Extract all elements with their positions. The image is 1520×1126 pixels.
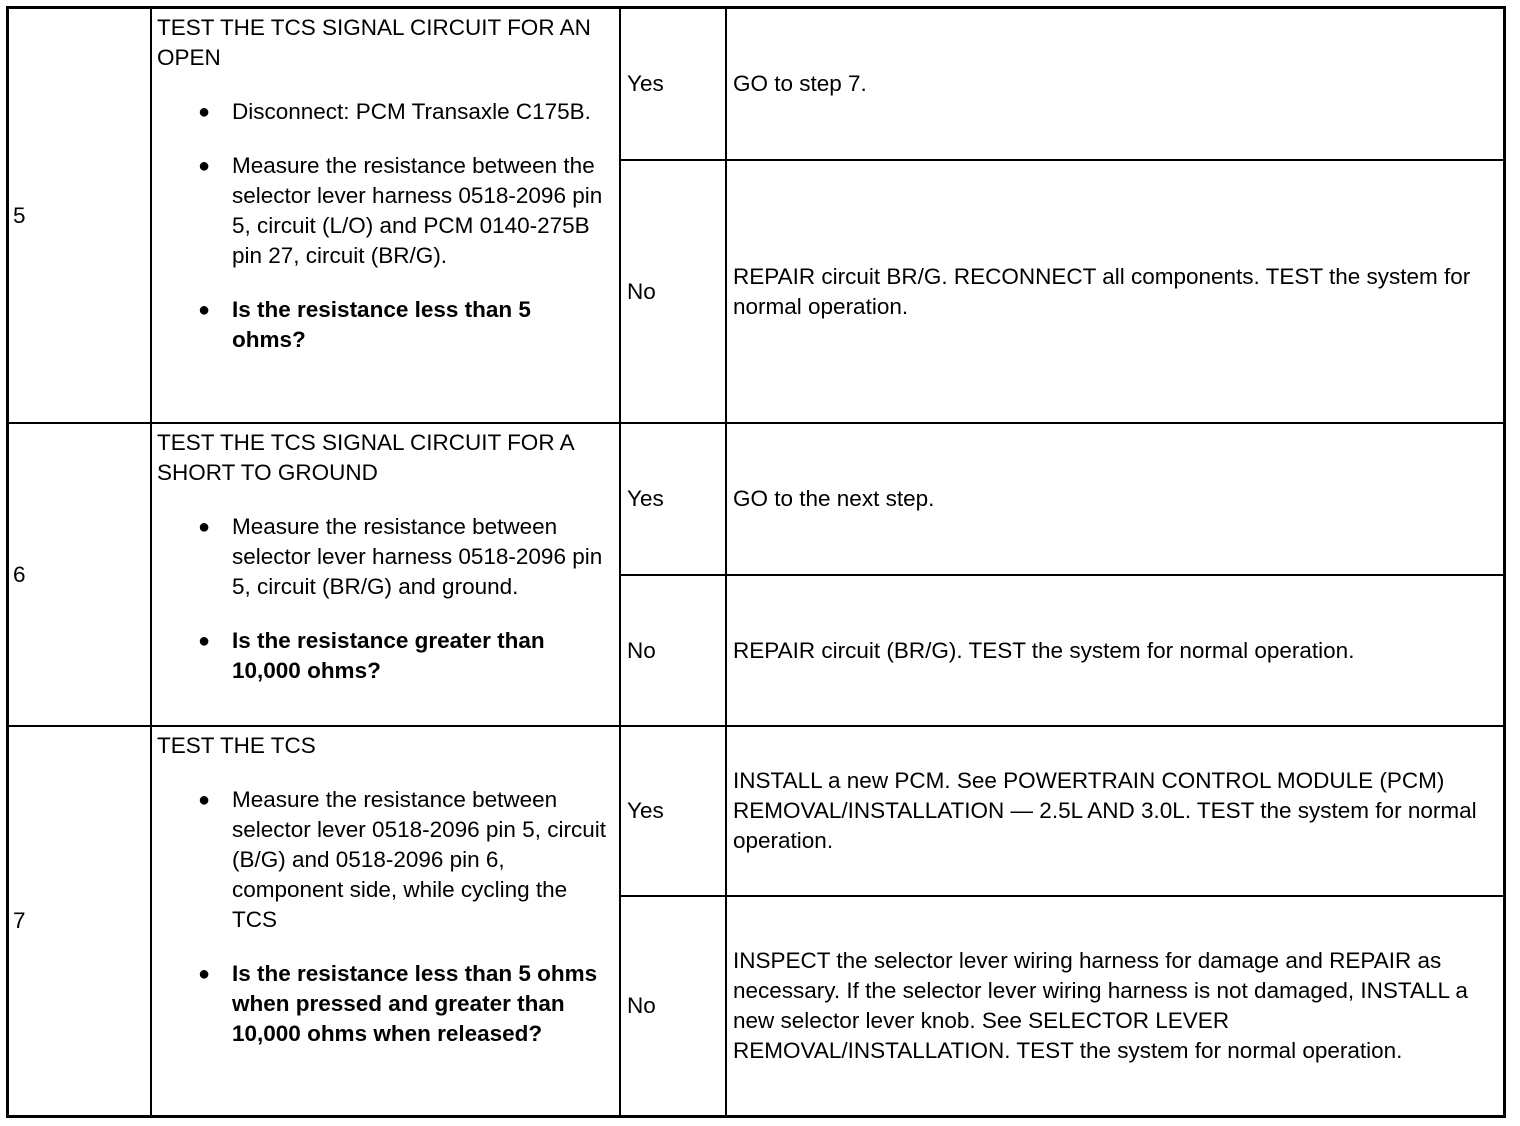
test-steps [157, 97, 609, 355]
test-steps [157, 512, 609, 686]
action-text: INSPECT the selector lever wiring harness for damage and REPAIR as necessary. If the selector lever wiring harness is not damaged, INSTALL a new selector lever knob. See SELECTOR LEVER REMOVAL/INSTALLATION. TEST the system for normal operation. [733, 948, 1468, 1063]
bullet-item: ● Measure the resistance between the selector lever harness 0518-2096 pin 5, circuit (L/O) and PCM 0140-275B pin 27, circuit (BR/G). [157, 151, 609, 271]
test-title: TEST THE TCS SIGNAL CIRCUIT FOR AN OPEN [157, 15, 591, 70]
bullet-item: ● Disconnect: PCM Transaxle C175B. [157, 97, 609, 127]
answer-no: No [627, 278, 656, 304]
action-text: GO to step 7. [733, 71, 867, 96]
test-question: ● Is the resistance less than 5 ohms when pressed and greater than 10,000 ohms when released? [157, 959, 609, 1049]
action-text: GO to the next step. [733, 486, 935, 511]
test-title: TEST THE TCS [157, 733, 316, 758]
answer-yes: Yes [627, 71, 664, 96]
action-no [727, 161, 1504, 422]
action-text: REPAIR circuit BR/G. RECONNECT all components. TEST the system for normal operation. [733, 263, 1471, 319]
bullet-item: ● Measure the resistance between selector lever 0518-2096 pin 5, circuit (B/G) and 0518-2096 pin 6, component side, while cycling the TCS [157, 785, 609, 935]
action-no [727, 897, 1504, 1115]
action-text: INSTALL a new PCM. See POWERTRAIN CONTROL MODULE (PCM) REMOVAL/INSTALLATION — 2.5L AND 3.0L. TEST the system for normal operation. [733, 768, 1477, 853]
step-number: 6 [13, 561, 26, 587]
test-question: ● Is the resistance less than 5 ohms? [157, 295, 609, 355]
action-yes [727, 424, 1504, 574]
test-question: ● Is the resistance greater than 10,000 ohms? [157, 626, 609, 686]
test-title: TEST THE TCS SIGNAL CIRCUIT FOR A SHORT TO GROUND [157, 430, 574, 485]
action-yes [727, 727, 1504, 895]
answer-no: No [627, 993, 656, 1018]
test-cell [152, 424, 619, 725]
action-yes [727, 9, 1504, 159]
test-steps [157, 785, 609, 1049]
step-number: 7 [13, 908, 26, 933]
action-no [727, 576, 1504, 725]
test-cell [152, 9, 619, 422]
bullet-item: ● Measure the resistance between selector lever harness 0518-2096 pin 5, circuit (BR/G) and ground. [157, 512, 609, 602]
answer-yes: Yes [627, 486, 664, 511]
test-cell [152, 727, 619, 1115]
action-text: REPAIR circuit (BR/G). TEST the system for normal operation. [733, 637, 1355, 663]
step-number: 5 [13, 202, 26, 228]
answer-yes: Yes [627, 798, 664, 823]
answer-no: No [627, 637, 656, 663]
diagnostic-table [6, 6, 1506, 1118]
